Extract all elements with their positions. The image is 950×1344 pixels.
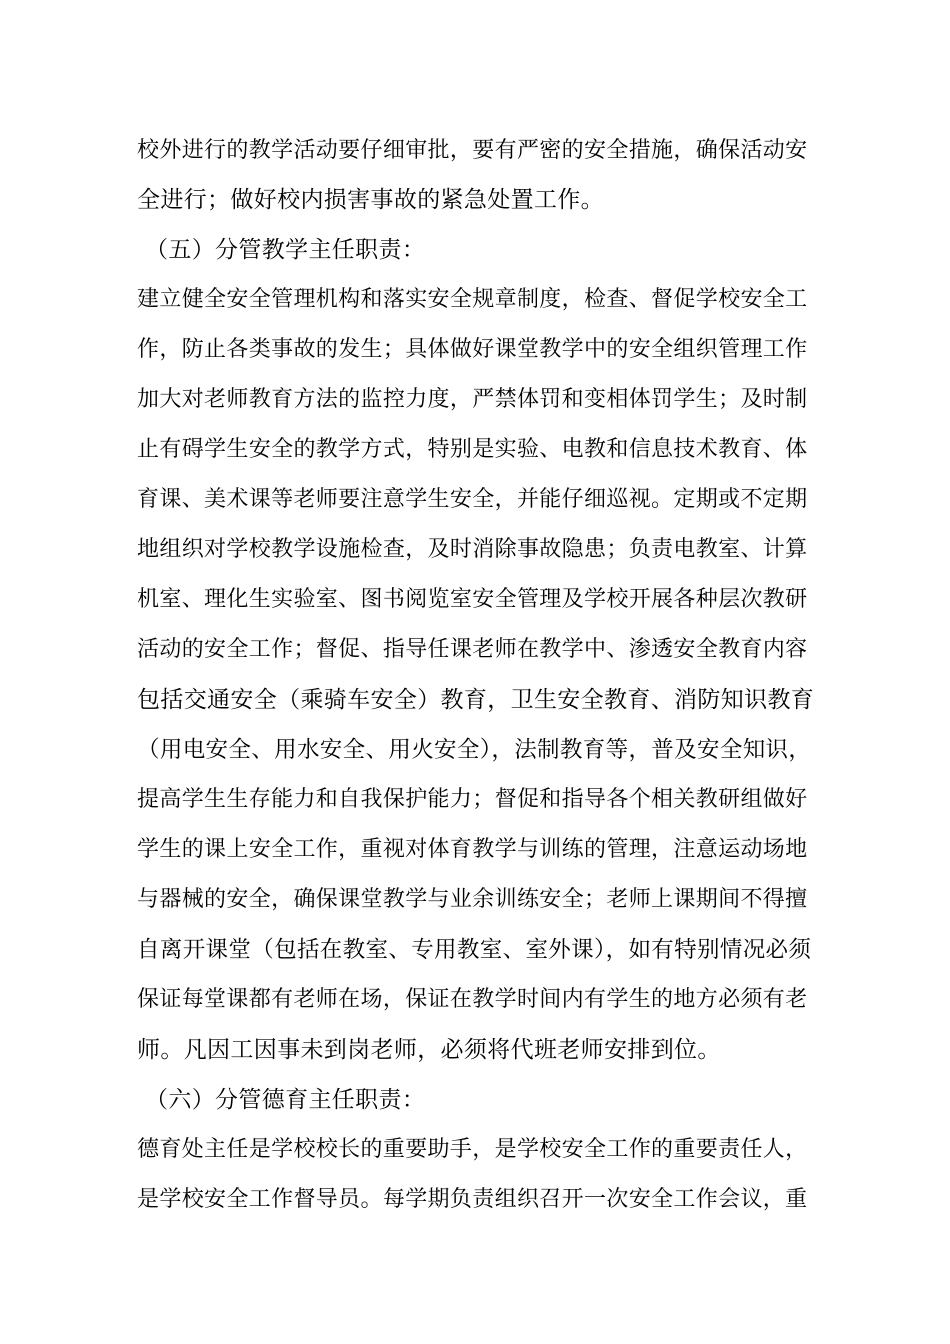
text-line: 保证每堂课都有老师在场，保证在教学时间内有学生的地方必须有老 bbox=[137, 987, 808, 1012]
section-heading: （五）分管教学主任职责： bbox=[145, 237, 426, 263]
text-line: 建立健全安全管理机构和落实安全规章制度，检查、督促学校安全工 bbox=[137, 287, 808, 312]
text-line: 是学校安全工作督导员。每学期负责组织召开一次安全工作会议，重 bbox=[137, 1187, 808, 1212]
text-line: 加大对老师教育方法的监控力度，严禁体罚和变相体罚学生；及时制 bbox=[137, 387, 808, 412]
text-line: 机室、理化生实验室、图书阅览室安全管理及学校开展各种层次教研 bbox=[137, 587, 808, 612]
text-line: 止有碍学生安全的教学方式，特别是实验、电教和信息技术教育、体 bbox=[137, 437, 808, 462]
text-line: 学生的课上安全工作，重视对体育教学与训练的管理，注意运动场地 bbox=[137, 837, 808, 862]
text-line: 地组织对学校教学设施检查，及时消除事故隐患；负责电教室、计算 bbox=[137, 537, 808, 562]
text-line: 德育处主任是学校校长的重要助手，是学校安全工作的重要责任人， bbox=[137, 1137, 808, 1162]
text-line: 师。凡因工因事未到岗老师，必须将代班老师安排到位。 bbox=[137, 1037, 721, 1063]
text-line: 活动的安全工作；督促、指导任课老师在教学中、渗透安全教育内容 bbox=[137, 637, 808, 662]
text-line: 自离开课堂（包括在教室、专用教室、室外课），如有特别情况必须 bbox=[137, 937, 812, 963]
text-line: 全进行；做好校内损害事故的紧急处置工作。 bbox=[137, 187, 604, 213]
text-line: 校外进行的教学活动要仔细审批，要有严密的安全措施，确保活动安 bbox=[137, 138, 808, 163]
text-line: 育课、美术课等老师要注意学生安全，并能仔细巡视。定期或不定期 bbox=[137, 487, 808, 512]
text-line: （用电安全、用水安全、用火安全），法制教育等，普及安全知识， bbox=[137, 737, 812, 763]
text-line: 作，防止各类事故的发生；具体做好课堂教学中的安全组织管理工作 bbox=[137, 337, 808, 362]
text-line: 包括交通安全（乘骑车安全）教育，卫生安全教育、消防知识教育 bbox=[137, 687, 815, 713]
text-line: 与器械的安全，确保课堂教学与业余训练安全；老师上课期间不得擅 bbox=[137, 887, 808, 912]
section-heading: （六）分管德育主任职责： bbox=[145, 1087, 426, 1113]
text-line: 提高学生生存能力和自我保护能力；督促和指导各个相关教研组做好 bbox=[137, 787, 808, 812]
